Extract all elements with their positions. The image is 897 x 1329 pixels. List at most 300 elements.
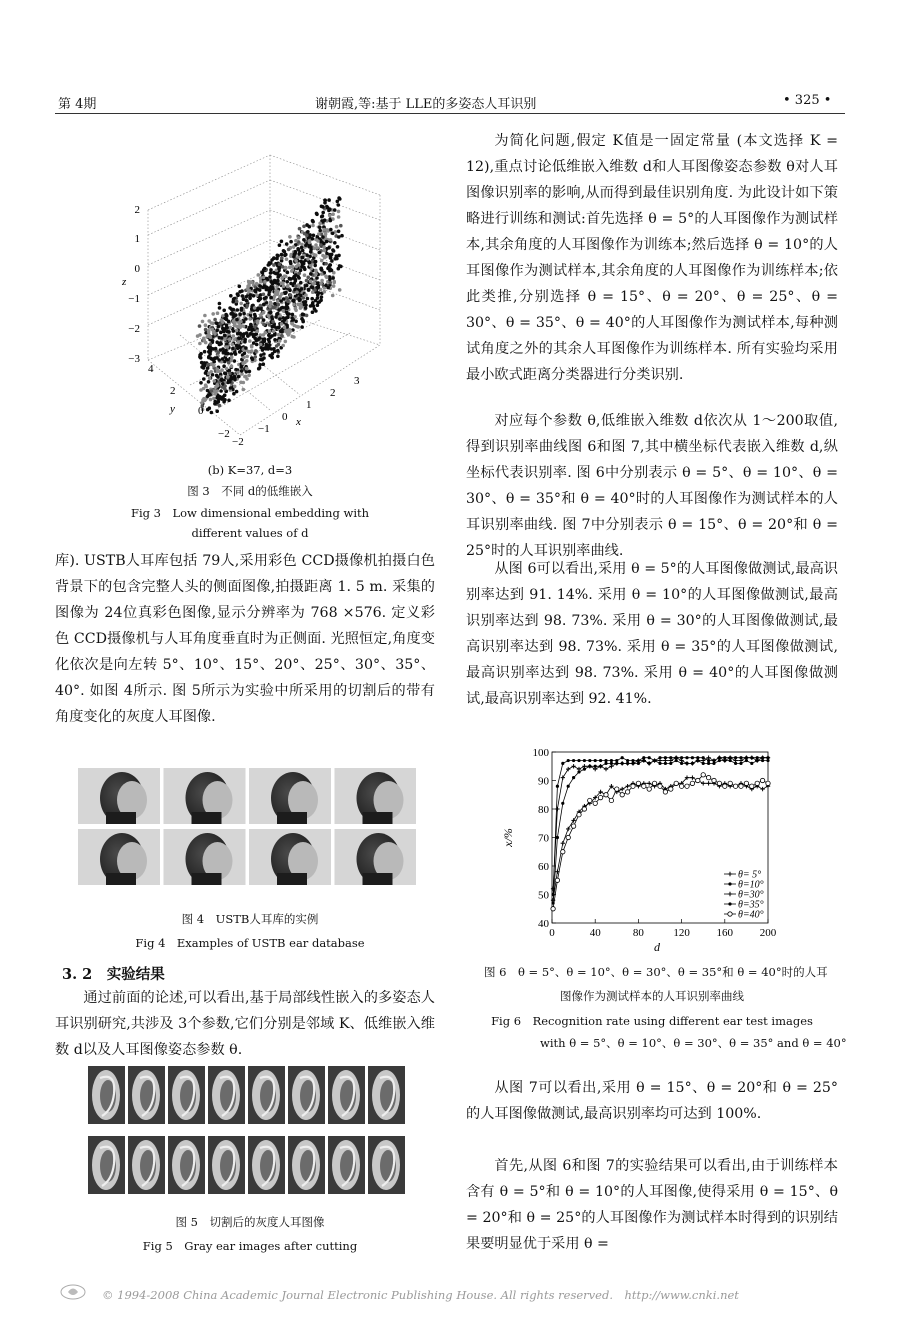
fig6-data-point: [717, 781, 721, 785]
fig3-point: [262, 356, 266, 360]
fig3-point: [311, 290, 315, 294]
fig3-point: [324, 255, 328, 259]
fig3-point: [311, 237, 315, 241]
fig3-point: [297, 236, 301, 240]
fig3-point: [247, 350, 251, 354]
fig3-point: [207, 380, 211, 384]
fig3-point: [268, 329, 272, 333]
fig6-data-point: [728, 781, 732, 785]
fig3-point: [268, 290, 272, 294]
fig6-data-point: [615, 787, 619, 791]
fig3-point: [289, 260, 293, 264]
fig6-data-point: [577, 813, 581, 817]
fig3-point: [237, 340, 241, 344]
fig3-point: [258, 366, 262, 370]
fig6-series-line: [553, 761, 768, 904]
fig5-ear-image: [368, 1136, 405, 1194]
fig3-point: [245, 331, 249, 335]
fig3-point: [321, 211, 325, 215]
fig6-legend: [724, 870, 764, 921]
fig6-data-point: [658, 762, 661, 765]
fig3-point: [276, 279, 280, 283]
fig3-point: [320, 215, 324, 219]
fig3-point: [294, 239, 298, 243]
fig3-point: [242, 312, 246, 316]
fig3-point: [247, 289, 251, 293]
fig6-data-point: [556, 836, 559, 839]
fig3-point: [243, 338, 247, 342]
fig3-point: [310, 285, 314, 289]
fig6-data-point: [728, 872, 732, 876]
fig3-point: [292, 303, 296, 307]
fig6-data-point: [744, 781, 748, 785]
fig3-point: [235, 329, 239, 333]
fig3-point: [337, 215, 341, 219]
fig3-point: [264, 331, 268, 335]
fig6-data-point: [604, 759, 607, 762]
fig6-data-point: [566, 767, 570, 771]
fig3-point: [256, 329, 260, 333]
fig3-point: [254, 355, 258, 359]
fig3-point: [298, 227, 302, 231]
fig3-y-tick: 4: [148, 363, 154, 375]
fig6-data-point: [556, 785, 559, 788]
fig3-point: [296, 247, 300, 251]
fig6-data-point: [594, 765, 597, 768]
fig3-point: [262, 303, 266, 307]
fig5-ear-image: [168, 1066, 205, 1124]
fig3-point: [308, 225, 312, 229]
fig3-point: [303, 273, 307, 277]
fig3-point: [256, 319, 260, 323]
fig6-data-point: [761, 759, 764, 762]
fig6-data-point: [610, 762, 613, 765]
fig3-point: [297, 276, 301, 280]
fig3-point: [223, 334, 227, 338]
fig3-point: [286, 285, 290, 289]
fig6-x-tick-label: 160: [716, 927, 734, 939]
fig3-point: [317, 251, 321, 255]
fig3-point: [262, 362, 266, 366]
fig5-ear-image: [168, 1136, 205, 1194]
fig3-point: [310, 297, 314, 301]
fig3-point: [324, 262, 328, 266]
fig3-point: [235, 300, 239, 304]
fig6-data-point: [620, 793, 624, 797]
fig3-point: [280, 256, 284, 260]
fig3-point: [232, 319, 236, 323]
fig3-point: [281, 344, 285, 348]
fig3-point: [273, 305, 277, 309]
fig3-point: [292, 299, 296, 303]
fig5-ear-image: [368, 1066, 405, 1124]
fig3-point: [300, 305, 304, 309]
right-paragraph-5: 首先,从图 6和图 7的实验结果可以看出,由于训练样本含有 θ = 5°和 θ = 10°的人耳图像,使得采用 θ = 15°、θ = 20°和 θ = 25°的人耳图像作为测试样本时得到的识别结果要明显优于采用 θ =: [466, 1158, 838, 1252]
fig3-x-tick: 2: [330, 387, 336, 399]
fig3-point: [302, 266, 306, 270]
fig3-point: [240, 372, 244, 376]
fig3-point: [269, 271, 273, 275]
fig3-point: [242, 297, 246, 301]
fig3-point: [234, 352, 238, 356]
fig3-point: [247, 374, 251, 378]
fig3-point: [198, 353, 202, 357]
fig3-point: [315, 276, 319, 280]
fig3-point: [230, 352, 234, 356]
fig3-point: [209, 350, 213, 354]
fig3-point: [297, 325, 301, 329]
fig3-point: [327, 198, 331, 202]
fig3-point: [331, 294, 335, 298]
fig3-point: [314, 269, 318, 273]
fig3-point: [328, 207, 332, 211]
fig3-point: [329, 238, 333, 242]
fig3-point: [217, 351, 221, 355]
fig3-point: [288, 289, 292, 293]
fig6-data-point: [723, 759, 726, 762]
fig3-point: [313, 253, 317, 257]
fig3-point: [333, 241, 337, 245]
fig5-ear-image: [128, 1066, 165, 1124]
fig3-point: [314, 243, 318, 247]
fig3-point: [258, 336, 262, 340]
fig3-point: [292, 245, 296, 249]
page-number: • 325 •: [783, 93, 832, 108]
fig3-point: [202, 366, 206, 370]
fig3-point: [267, 346, 271, 350]
fig6-data-point: [583, 768, 586, 771]
fig3-point: [259, 280, 263, 284]
cnki-logo: [60, 1283, 86, 1301]
fig5-ear-image: [128, 1136, 165, 1194]
fig3-point: [270, 356, 274, 360]
fig3-point: [315, 212, 319, 216]
fig3-point: [218, 404, 222, 408]
fig3-point: [215, 340, 219, 344]
fig6-data-point: [609, 798, 613, 802]
fig3-point: [216, 311, 220, 315]
fig3-point: [281, 265, 285, 269]
fig3-point: [272, 329, 276, 333]
fig3-point: [238, 325, 242, 329]
fig6-legend-label: θ= 5°: [738, 869, 762, 881]
fig3-point: [222, 309, 226, 313]
fig3-point: [275, 257, 279, 261]
fig6-data-point: [588, 765, 591, 768]
fig3-point: [289, 293, 293, 297]
fig6-data-point: [733, 784, 737, 788]
fig3-point: [330, 259, 334, 263]
fig4-photo: [78, 768, 160, 824]
fig3-point: [305, 234, 309, 238]
fig3-point: [228, 337, 232, 341]
fig3-point: [325, 240, 329, 244]
fig3-point: [297, 252, 301, 256]
fig3-point: [250, 345, 254, 349]
fig3-point: [214, 392, 218, 396]
fig6-caption-en: Fig 6 Recognition rate using different ear test images: [491, 1014, 813, 1028]
fig3-point: [213, 379, 217, 383]
fig6-data-point: [588, 798, 592, 802]
fig3-point: [289, 240, 293, 244]
fig3-point: [213, 400, 217, 404]
fig6-legend-label: θ=40°: [738, 909, 764, 921]
fig3-point: [276, 312, 280, 316]
fig6-y-tick-label: 70: [538, 832, 549, 845]
fig3-point: [262, 318, 266, 322]
fig3-point: [233, 385, 237, 389]
fig3-point: [229, 294, 233, 298]
fig3-point: [269, 261, 273, 265]
fig6-data-point: [620, 787, 624, 791]
fig6-data-point: [625, 790, 629, 794]
fig3-point: [300, 246, 304, 250]
fig3-point: [275, 285, 279, 289]
fig3-point: [304, 293, 308, 297]
fig3-point: [291, 313, 295, 317]
fig3-point: [323, 228, 327, 232]
fig6-data-point: [642, 759, 645, 762]
fig3-point: [313, 282, 317, 286]
fig3-point: [316, 239, 320, 243]
fig3-point: [317, 232, 321, 236]
fig6-data-point: [701, 781, 705, 785]
fig3-point: [249, 332, 253, 336]
fig6-data-point: [572, 759, 575, 762]
fig4-photo: [249, 768, 331, 824]
fig3-point: [280, 334, 284, 338]
fig3-point: [337, 235, 341, 239]
fig6-x-tick-label: 80: [632, 927, 644, 939]
fig3-point: [207, 330, 211, 334]
fig3-point: [213, 332, 217, 336]
fig5-ear-image: [208, 1066, 245, 1124]
fig3-point: [319, 282, 323, 286]
fig3-point: [209, 370, 213, 374]
fig6-data-point: [706, 775, 710, 779]
fig6-y-tick-label: 50: [538, 889, 549, 902]
fig3-point: [294, 265, 298, 269]
fig4-photo: [164, 768, 246, 824]
fig6-data-point: [701, 773, 705, 777]
right-paragraph-4: 从图 7可以看出,采用 θ = 15°、θ = 20°和 θ = 25°的人耳图像做测试,最高识别率均可达到 100%.: [466, 1080, 838, 1122]
fig6-data-point: [685, 784, 689, 788]
fig3-point: [198, 333, 202, 337]
fig5-ear-image: [288, 1066, 325, 1124]
fig3-point: [239, 320, 243, 324]
fig3-point: [242, 388, 246, 392]
fig6-data-point: [551, 907, 555, 911]
fig3-point: [210, 389, 214, 393]
section-title-3-2: 3. 2 实验结果: [62, 966, 165, 983]
fig3-point: [262, 338, 266, 342]
fig6-data-point: [636, 781, 640, 785]
fig3-point: [285, 307, 289, 311]
fig4-photo: [335, 768, 417, 824]
fig3-point: [326, 228, 330, 232]
fig3-point: [320, 259, 324, 263]
fig6-data-point: [712, 762, 715, 765]
fig6-data-point: [728, 912, 732, 916]
fig3-point: [202, 397, 206, 401]
fig6-data-point: [739, 762, 742, 765]
fig3-point: [253, 313, 257, 317]
fig3-point: [227, 361, 231, 365]
fig3-point: [223, 371, 227, 375]
fig6-data-point: [691, 756, 694, 759]
fig3-point: [321, 205, 325, 209]
fig3-point: [286, 332, 290, 336]
fig6-data-point: [652, 781, 656, 785]
fig6-data-point: [571, 764, 575, 768]
fig3-point: [214, 347, 218, 351]
fig3-point: [329, 263, 333, 267]
fig3-point: [228, 369, 232, 373]
fig3-point: [267, 334, 271, 338]
fig3-point: [198, 324, 202, 328]
fig6-series: [551, 759, 769, 905]
fig3-point: [324, 283, 328, 287]
fig6-data-point: [561, 762, 564, 765]
fig3-point: [278, 295, 282, 299]
fig6-data-point: [728, 902, 731, 905]
fig3-point: [259, 307, 263, 311]
fig6-data-point: [739, 784, 743, 788]
fig3-point: [331, 248, 335, 252]
fig6-data-point: [561, 850, 565, 854]
fig3-point: [289, 277, 293, 281]
fig3-point: [257, 299, 261, 303]
fig3-point: [295, 290, 299, 294]
fig6-data-point: [679, 784, 683, 788]
fig3-point: [230, 364, 234, 368]
fig3-point: [255, 343, 259, 347]
fig3-point: [246, 304, 250, 308]
fig6-data-point: [680, 762, 683, 765]
fig3-y-tick: 2: [170, 385, 176, 397]
fig5-ear-image: [88, 1066, 125, 1124]
fig3-y-tick: −2: [218, 428, 230, 440]
fig6-data-point: [583, 759, 586, 762]
fig6-data-point: [669, 787, 673, 791]
fig6-data-point: [567, 785, 570, 788]
fig4-photo: [78, 829, 160, 885]
fig3-point: [327, 246, 331, 250]
fig3-point: [311, 301, 315, 305]
fig3-point: [304, 303, 308, 307]
fig6-data-point: [648, 762, 651, 765]
fig6-data-point: [723, 784, 727, 788]
fig3-point: [207, 356, 211, 360]
fig3-point: [333, 208, 337, 212]
fig6-data-point: [750, 784, 754, 788]
fig3-point: [204, 385, 208, 389]
fig6-data-point: [599, 759, 602, 762]
fig6-data-point: [647, 787, 651, 791]
fig3-point: [269, 311, 273, 315]
fig6-data-point: [755, 781, 759, 785]
fig3-point: [298, 298, 302, 302]
fig3-point: [242, 325, 246, 329]
fig6-x-tick-label: 40: [589, 927, 601, 939]
fig3-point: [262, 323, 266, 327]
right-paragraph-2: 对应每个参数 θ,低维嵌入维数 d依次从 1～200取值,得到识别率曲线图 6和图 7,其中横坐标代表嵌入维数 d,纵坐标代表识别率. 图 6中分别表示 θ = 5°、θ = 10°、θ = 30°、θ = 35°和 θ = 40°时的人耳图像作为测试样本的人耳识别率曲线. 图 7中分别表示 θ = 15°、θ = 20°和 θ = 25°时的人耳识别率曲线.: [466, 413, 838, 559]
fig3-point: [322, 245, 326, 249]
fig3-x-tick: −2: [232, 436, 244, 448]
fig6-data-point: [647, 781, 651, 785]
fig3-point: [318, 300, 322, 304]
fig3-point: [289, 282, 293, 286]
fig6-data-point: [621, 762, 624, 765]
fig3-point: [320, 268, 324, 272]
fig3-point: [218, 336, 222, 340]
fig3-point: [235, 390, 239, 394]
fig3-point: [330, 269, 334, 273]
fig3-z-tick: 0: [134, 263, 140, 275]
fig6-data-point: [685, 762, 688, 765]
fig3-point: [253, 337, 257, 341]
fig3-point: [311, 310, 315, 314]
fig3-point: [305, 284, 309, 288]
fig5-ear-image: [328, 1136, 365, 1194]
fig3-x-tick: 0: [282, 411, 288, 423]
fig3-point: [337, 254, 341, 258]
fig3-point: [225, 345, 229, 349]
fig3-point: [309, 279, 313, 283]
fig3-point: [255, 282, 259, 286]
fig3-point: [268, 275, 272, 279]
fig3-point: [238, 350, 242, 354]
left-paragraph-1: 库). USTB人耳库包括 79人,采用彩色 CCD摄像机拍摄白色背景下的包含完整人头的侧面图像,拍摄距离 1. 5 m. 采集的图像为 24位真彩色图像,显示分辨率为 768 ×576. 定义彩色 CCD摄像机与人耳角度垂直时为正侧面. 光照恒定,角度变化依次是向左转 5°、10°、15°、20°、25°、30°、35°、40°. 如图 4所示. 图 5所示为实验中所采用的切割后的带有角度变化的灰度人耳图像.: [55, 553, 435, 725]
fig3-point: [276, 254, 280, 258]
fig3-point: [249, 293, 253, 297]
fig3-point: [272, 256, 276, 260]
fig3-point: [276, 349, 280, 353]
fig6-data-point: [702, 762, 705, 765]
fig3-point: [301, 312, 305, 316]
fig6-data-point: [690, 775, 694, 779]
fig3-point: [267, 338, 271, 342]
fig6-y-tick-label: 40: [538, 918, 549, 930]
fig3-point: [248, 370, 252, 374]
fig6-data-point: [566, 827, 570, 831]
fig6-data-point: [760, 787, 764, 791]
fig3-point: [305, 314, 309, 318]
fig3-point: [235, 318, 239, 322]
fig3-point: [208, 376, 212, 380]
fig3-point: [220, 378, 224, 382]
fig3-point: [224, 349, 228, 353]
fig3-point: [276, 290, 280, 294]
fig3-point: [239, 381, 243, 385]
fig6-data-point: [561, 775, 565, 779]
fig3-point: [218, 302, 222, 306]
fig3-point: [238, 313, 242, 317]
fig3-point: [309, 245, 313, 249]
fig6-data-point: [669, 762, 672, 765]
fig3-point: [232, 297, 236, 301]
fig3-point: [236, 371, 240, 375]
fig6-data-point: [734, 762, 737, 765]
fig3-point: [339, 224, 343, 228]
fig3-point: [242, 356, 246, 360]
fig6-caption-cn: 图 6 θ = 5°、θ = 10°、θ = 30°、θ = 35°和 θ = 40°时的人耳: [484, 965, 828, 979]
fig4-photo: [335, 829, 417, 885]
fig6-data-point: [750, 756, 754, 760]
fig3-point: [261, 286, 265, 290]
fig6-data-point: [663, 790, 667, 794]
fig6-legend-label: θ=35°: [738, 899, 764, 911]
